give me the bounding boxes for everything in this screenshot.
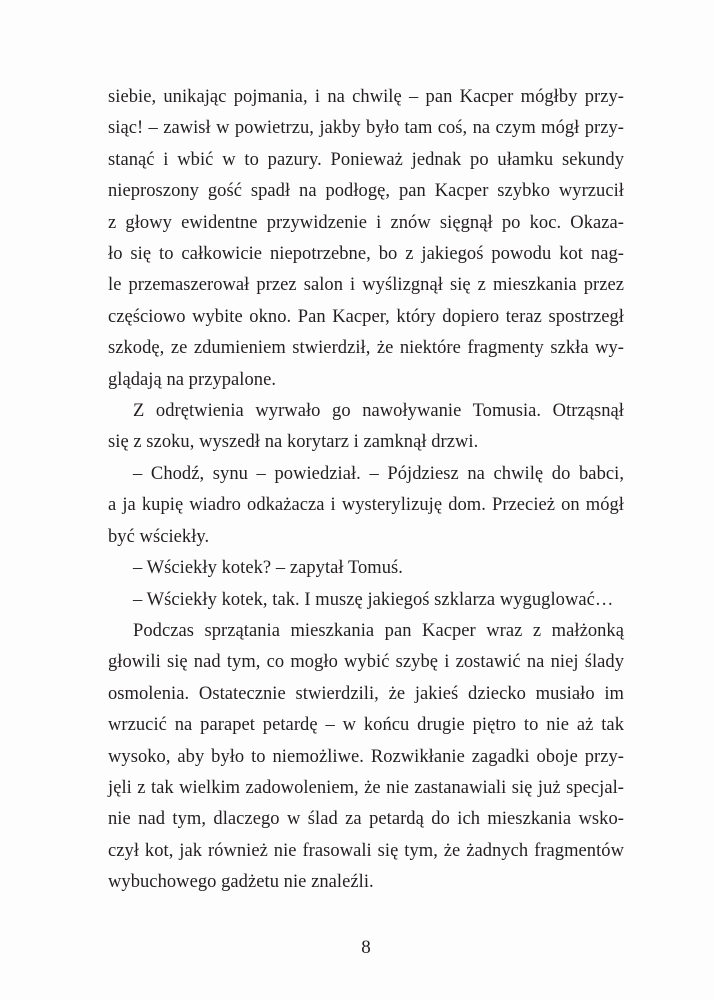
text-line: jęli z tak wielkim zadowoleniem, że nie zastanawiali się już specjal- <box>108 777 624 798</box>
text-line: głowili się nad tym, co mogło wybić szybę i zostawić na niej ślady <box>108 652 624 673</box>
text-line: być wściekły. <box>108 526 210 547</box>
text-line: siebie, unikając pojmania, i na chwilę – pan Kacper mógłby przy- <box>108 87 624 107</box>
text-line: czył kot, jak również nie frasowali się tym, że żadnych fragmentów <box>108 840 624 861</box>
paragraph <box>108 616 624 899</box>
paragraph <box>108 553 624 584</box>
text-line: nie nad tym, dlaczego w ślad za petardą do ich mieszkania wsko- <box>108 809 624 830</box>
text-line: szkodę, ze zdumieniem stwierdził, że niektóre fragmenty szkła wy- <box>108 338 624 359</box>
body-text <box>108 82 624 899</box>
text-line: le przemaszerował przez salon i wyślizgnął się z mieszkania przez <box>108 275 624 296</box>
text-line: nieproszony gość spadł na podłogę, pan Kacper szybko wyrzucił <box>108 181 624 202</box>
text-line: Podczas sprzątania mieszkania pan Kacper wraz z małżonką <box>133 620 624 641</box>
text-line: glądają na przypalone. <box>108 369 277 390</box>
text-line: z głowy ewidentne przywidzenie i znów sięgnął po koc. Okaza- <box>108 212 624 233</box>
text-line: – Chodź, synu – powiedział. – Pójdziesz na chwilę do babci, <box>133 463 624 484</box>
text-line: – Wściekły kotek, tak. I muszę jakiegoś szklarza wyguglować… <box>133 589 614 610</box>
paragraph <box>108 82 624 396</box>
text-line: wybuchowego gadżetu nie znaleźli. <box>108 872 374 893</box>
page-number: 8 <box>361 937 371 958</box>
text-line: częściowo wybite okno. Pan Kacper, który dopiero teraz spostrzegł <box>108 306 624 327</box>
text-line: – Wściekły kotek? – zapytał Tomuś. <box>133 558 403 579</box>
text-line: wysoko, aby było to niemożliwe. Rozwikłanie zagadki oboje przy- <box>108 746 624 767</box>
text-line: stanąć i wbić w to pazury. Ponieważ jednak po ułamku sekundy <box>108 149 624 170</box>
text-line: a ja kupię wiadro odkażacza i wysterylizuję dom. Przecież on mógł <box>108 495 624 516</box>
text-line: osmolenia. Ostatecznie stwierdzili, że jakieś dziecko musiało im <box>108 683 624 704</box>
paragraph <box>108 396 624 459</box>
text-line: Z odrętwienia wyrwało go nawoływanie Tomusia. Otrząsnął <box>133 401 624 422</box>
paragraph <box>108 459 624 553</box>
text-line: siąc! – zawisł w powietrzu, jakby było tam coś, na czym mógł przy- <box>108 118 624 139</box>
text-line: wrzucić na parapet petardę – w końcu drugie piętro to nie aż tak <box>108 715 624 736</box>
text-line: ło się to całkowicie niepotrzebne, bo z jakiegoś powodu kot nag- <box>108 244 624 265</box>
text-line: się z szoku, wyszedł na korytarz i zamknął drzwi. <box>108 432 479 453</box>
paragraph <box>108 585 624 616</box>
